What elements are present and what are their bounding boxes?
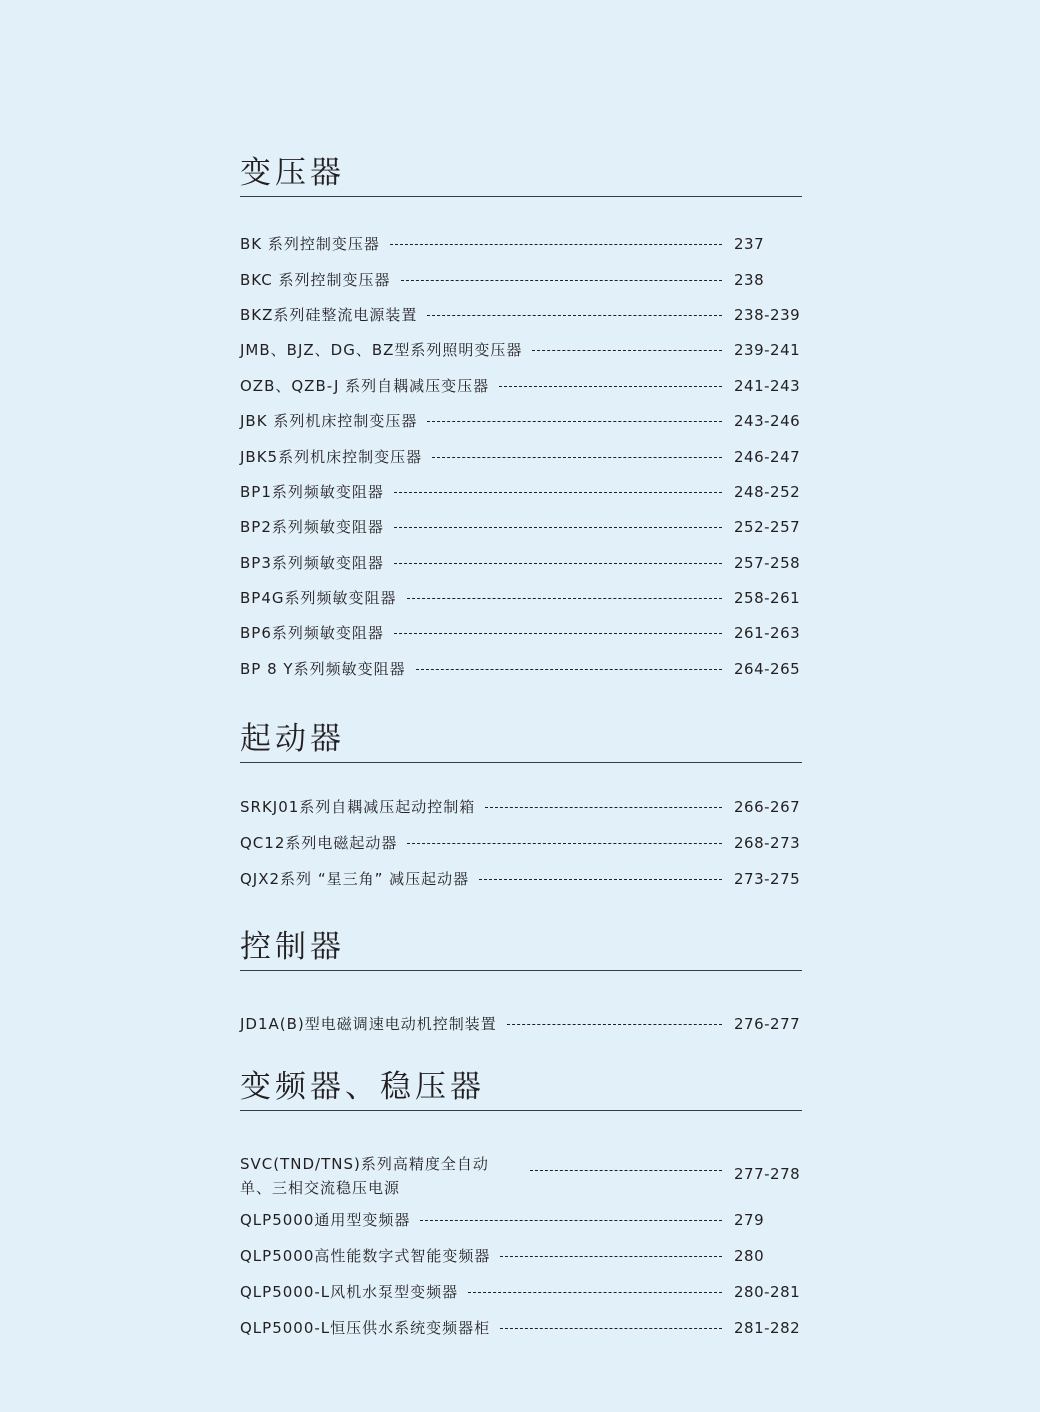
toc-entry[interactable] (240, 1246, 798, 1266)
entry-pages: 257-258 (734, 554, 801, 572)
entry-pages: 239-241 (734, 341, 801, 359)
toc-entry[interactable] (240, 1014, 801, 1034)
toc-entry[interactable] (240, 411, 801, 431)
entry-title: JMB、BJZ、DG、BZ型系列照明变压器 (240, 341, 523, 359)
dot-leader (420, 1220, 722, 1221)
entry-title: QC12系列电磁起动器 (240, 834, 398, 852)
entry-title: JBK 系列机床控制变压器 (240, 412, 418, 430)
entry-title: BP6系列频敏变阻器 (240, 624, 384, 642)
section-heading: 变压器 (240, 152, 802, 197)
entry-pages: 273-275 (734, 870, 801, 888)
entry-pages: 268-273 (734, 834, 801, 852)
toc-entry[interactable] (240, 1318, 801, 1338)
dot-leader (407, 598, 722, 599)
dot-leader (407, 843, 722, 844)
toc-entry[interactable] (240, 869, 801, 889)
section-starters (240, 718, 802, 763)
entry-pages: 266-267 (734, 798, 801, 816)
entry-pages: 261-263 (734, 624, 801, 642)
entry-pages: 264-265 (734, 660, 801, 678)
entry-title: BKC 系列控制变压器 (240, 271, 391, 289)
entry-pages: 246-247 (734, 448, 801, 466)
entry-title: QLP5000-L恒压供水系统变频器柜 (240, 1319, 491, 1337)
toc-entry[interactable] (240, 482, 801, 502)
dot-leader (394, 633, 722, 634)
entry-title: BK 系列控制变压器 (240, 235, 380, 253)
dot-leader (507, 1024, 722, 1025)
entry-title: BP3系列频敏变阻器 (240, 554, 384, 572)
dot-leader (394, 492, 722, 493)
toc-entry[interactable] (240, 659, 801, 679)
dot-leader (416, 669, 722, 670)
dot-leader (390, 244, 722, 245)
entry-title: QLP5000通用型变频器 (240, 1211, 411, 1229)
toc-entry[interactable] (240, 1210, 798, 1230)
dot-leader (432, 457, 722, 458)
dot-leader (485, 807, 722, 808)
entry-title: QLP5000-L风机水泵型变频器 (240, 1283, 459, 1301)
section-transformers (240, 152, 802, 197)
entry-title: BP2系列频敏变阻器 (240, 518, 384, 536)
dot-leader (500, 1328, 722, 1329)
dot-leader (468, 1292, 722, 1293)
toc-entry[interactable] (240, 797, 801, 817)
dot-leader (532, 350, 722, 351)
toc-entry[interactable] (240, 270, 798, 290)
section-heading: 控制器 (240, 926, 802, 971)
dot-leader (394, 527, 722, 528)
entry-pages: 277-278 (734, 1165, 801, 1183)
toc-entry[interactable] (240, 234, 798, 254)
toc-entry[interactable] (240, 376, 801, 396)
dot-leader (530, 1170, 722, 1171)
entry-title: SRKJ01系列自耦减压起动控制箱 (240, 798, 476, 816)
entry-pages: 238-239 (734, 306, 801, 324)
section-inverters-stabilizers (240, 1066, 802, 1111)
entry-title: JD1A(B)型电磁调速电动机控制装置 (240, 1015, 497, 1033)
toc-entry[interactable] (240, 517, 801, 537)
dot-leader (479, 879, 722, 880)
entry-title: BP1系列频敏变阻器 (240, 483, 384, 501)
toc-entry[interactable] (240, 623, 801, 643)
entry-title: BP4G系列频敏变阻器 (240, 589, 397, 607)
entry-pages: 281-282 (734, 1319, 801, 1337)
entry-pages: 243-246 (734, 412, 801, 430)
entry-title: QJX2系列 “星三角” 减压起动器 (240, 870, 470, 888)
dot-leader (500, 1256, 722, 1257)
entry-title: OZB、QZB-J 系列自耦减压变压器 (240, 377, 490, 395)
toc-entry[interactable] (240, 1282, 801, 1302)
toc-entry[interactable] (240, 447, 801, 467)
entry-title: BKZ系列硅整流电源装置 (240, 306, 418, 324)
dot-leader (427, 421, 722, 422)
entry-pages: 248-252 (734, 483, 801, 501)
section-heading: 起动器 (240, 718, 802, 763)
toc-entry[interactable] (240, 833, 801, 853)
entry-pages: 252-257 (734, 518, 801, 536)
toc-entry[interactable] (240, 1152, 801, 1200)
entry-pages: 241-243 (734, 377, 801, 395)
entry-pages: 279 (734, 1211, 765, 1229)
entry-title: QLP5000高性能数字式智能变频器 (240, 1247, 491, 1265)
entry-title: BP 8 Y系列频敏变阻器 (240, 660, 406, 678)
dot-leader (394, 563, 722, 564)
entry-title: JBK5系列机床控制变压器 (240, 448, 423, 466)
entry-title: SVC(TND/TNS)系列高精度全自动单、三相交流稳压电源 (240, 1155, 489, 1197)
toc-entry[interactable] (240, 588, 801, 608)
section-heading: 变频器、稳压器 (240, 1066, 802, 1111)
toc-entry[interactable] (240, 305, 801, 325)
dot-leader (427, 315, 722, 316)
dot-leader (401, 280, 722, 281)
section-controllers (240, 926, 802, 971)
entry-pages: 280 (734, 1247, 765, 1265)
entry-pages: 280-281 (734, 1283, 801, 1301)
entry-pages: 237 (734, 235, 765, 253)
entry-pages: 276-277 (734, 1015, 801, 1033)
entry-pages: 258-261 (734, 589, 801, 607)
toc-entry[interactable] (240, 340, 801, 360)
entry-pages: 238 (734, 271, 765, 289)
dot-leader (499, 386, 722, 387)
toc-entry[interactable] (240, 553, 801, 573)
